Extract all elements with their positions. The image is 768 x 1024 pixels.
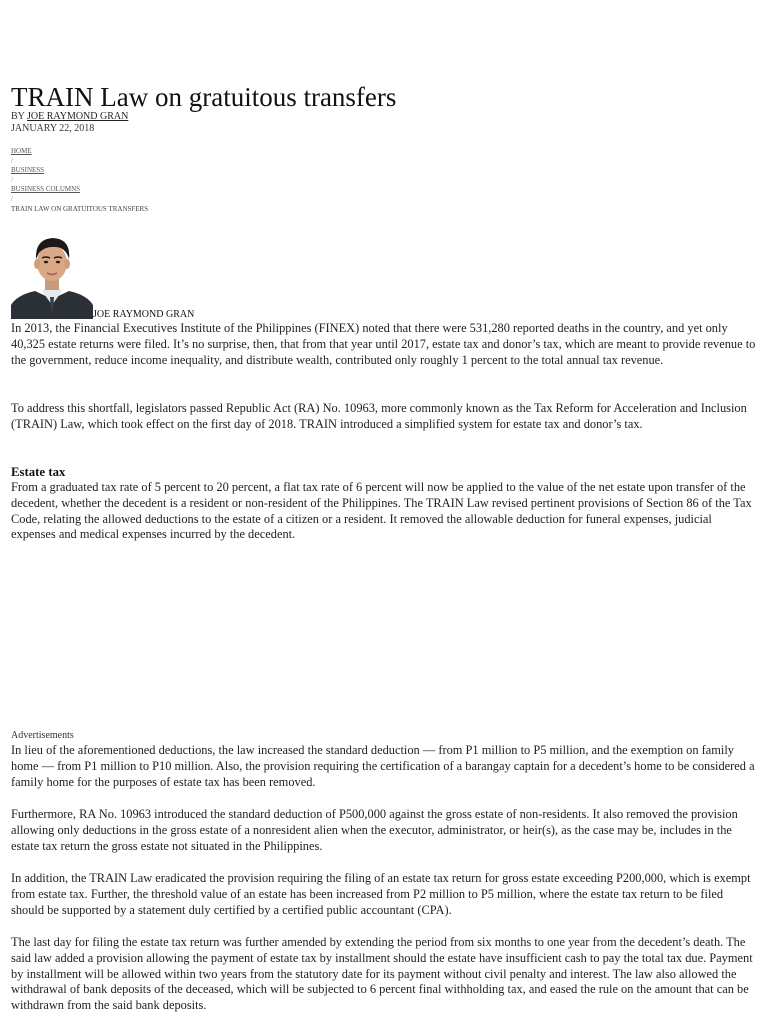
author-photo — [11, 229, 93, 319]
byline-prefix: BY — [11, 111, 25, 122]
publish-date: JANUARY 22, 2018 — [11, 123, 95, 134]
body-paragraph-5: Furthermore, RA No. 10963 introduced the standard deduction of P500,000 against the gross estate of non-residents. It also removed the provision allowing only deductions in the gross estate of a nonresident alien when the executor, administrator, or heir(s), as the case may be, includes in the estate tax return the gross estate not situated in the Philippines. — [11, 807, 738, 853]
body-paragraph-3: From a graduated tax rate of 5 percent to 20 percent, a flat tax rate of 6 percent will now be applied to the value of the net estate upon transfer of the decedent, whether the decedent is a resident or non-resident of the Philippines. The TRAIN Law revised pertinent provisions of Section 86 of the Tax Code, relating the allowed deductions to the estate of a citizen or a resident. It removed the allowable deduction for funeral expenses, judicial expenses and medical expenses incurred by the decedent. — [11, 480, 752, 542]
author-link[interactable]: JOE RAYMOND GRAN — [27, 111, 129, 122]
breadcrumb-current: TRAIN LAW ON GRATUITOUS TRANSFERS — [11, 204, 149, 213]
breadcrumb-separator: / — [11, 194, 13, 203]
advertisements-label: Advertisements — [11, 730, 74, 741]
breadcrumb-separator: / — [11, 175, 13, 184]
section-heading-estate-tax: Estate tax — [11, 465, 66, 479]
breadcrumb-business-columns-link[interactable]: BUSINESS COLUMNS — [11, 185, 81, 194]
breadcrumb — [11, 147, 148, 214]
body-paragraph-7: The last day for filing the estate tax return was further amended by extending the period from six months to one year from the decedent’s death. The said law added a provision allowing the payment of estate tax by installment should the estate have insufficient cash to pay the total tax due. Payment by installment will be allowed within two years from the statutory date for its payment without civil penalty and interest. The law also allowed the withdrawal of bank deposits of the deceased, which will be subjected to 6 percent final withholding tax, and eased the rule on the amount that can be withdrawn from the said bank deposits. — [11, 935, 753, 1013]
body-paragraph-6: In addition, the TRAIN Law eradicated the provision requiring the filing of an estate tax return for gross estate exceeding P200,000, which is exempt from estate tax. Further, the threshold value of an estate has been increased from P2 million to P5 million, where the estate tax return to be filed should be supported by a statement duly certified by a certified public accountant (CPA). — [11, 871, 751, 917]
photo-caption: JOE RAYMOND GRAN — [93, 309, 195, 320]
body-paragraph-4: In lieu of the aforementioned deductions, the law increased the standard deduction — from P1 million to P5 million, and the exemption on family home — from P1 million to P10 million. Also, the provision requiring the certification of a barangay captain for a decedent’s home to be considered a family home for the purposes of estate tax has been removed. — [11, 743, 755, 789]
breadcrumb-business-link[interactable]: BUSINESS — [11, 166, 45, 175]
body-paragraph-2: To address this shortfall, legislators passed Republic Act (RA) No. 10963, more commonly known as the Tax Reform for Acceleration and Inclusion (TRAIN) Law, which took effect on the first day of 2018. TRAIN introduced a simplified system for estate tax and donor’s tax. — [11, 401, 747, 431]
byline — [11, 111, 128, 123]
breadcrumb-home-link[interactable]: HOME — [11, 147, 32, 155]
body-paragraph-1: In 2013, the Financial Executives Institute of the Philippines (FINEX) noted that there were 531,280 reported deaths in the country, and yet only 40,325 estate returns were filed. It’s no surprise, then, that from that year until 2017, estate tax and donor’s tax, which are meant to provide revenue to the government, reduce income inequality, and distribute wealth, contributed only roughly 1 percent to the total annual tax revenue. — [11, 321, 756, 367]
author-portrait-icon — [11, 229, 93, 319]
breadcrumb-separator: / — [11, 156, 13, 165]
article-title: TRAIN Law on gratuitous transfers — [11, 82, 397, 112]
